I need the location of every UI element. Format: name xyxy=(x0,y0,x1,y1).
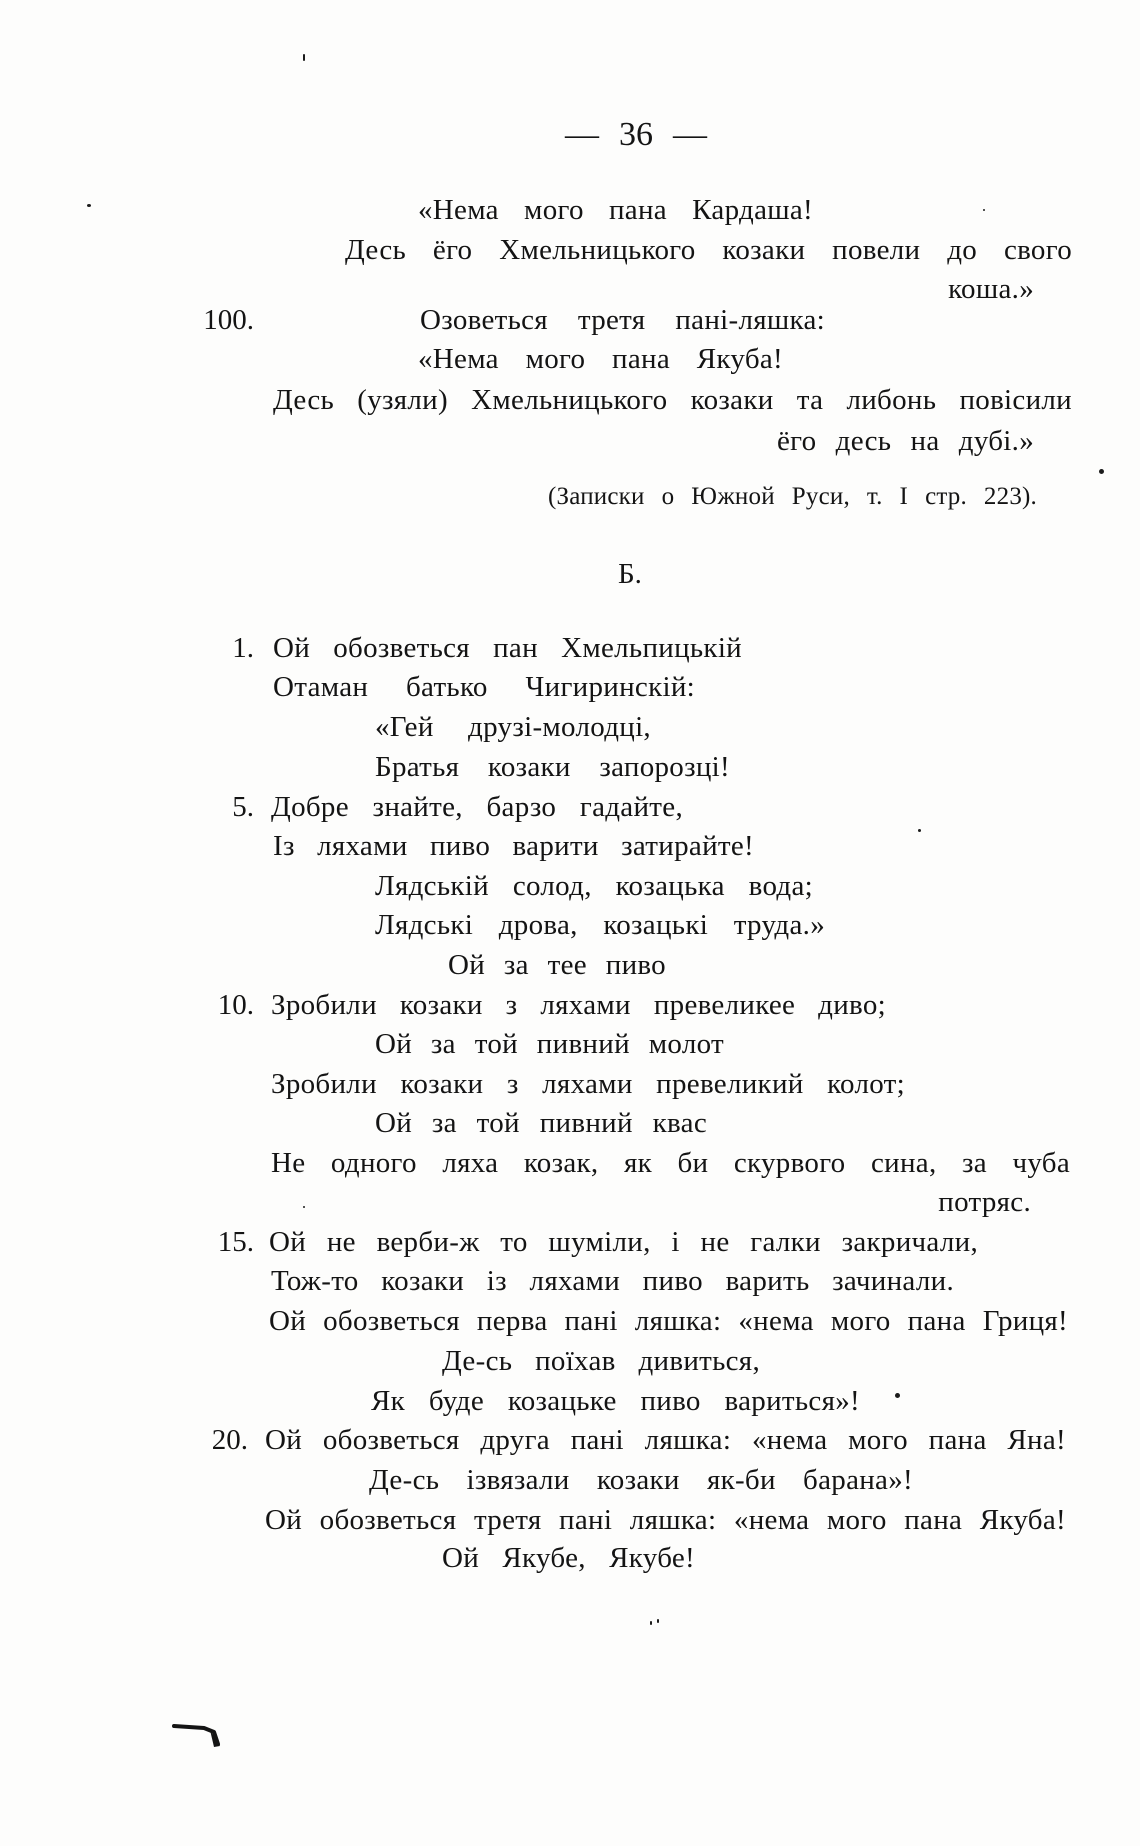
verse-line: Не одного ляха козак, як би скурвого сина, за чуба xyxy=(271,1147,1070,1179)
verse-line: Десь ёго Хмельницького козаки повели до свого xyxy=(345,234,1072,266)
verse-line: «Нема мого пана Кардаша! xyxy=(418,194,813,226)
line-number: 1. xyxy=(232,632,254,664)
verse-line: Ой обозветься друга пані ляшка: «нема мого пана Яна! xyxy=(265,1424,1066,1456)
verse-line: Озоветься третя пані-ляшка: xyxy=(420,304,825,336)
verse-line: Лядські дрова, козацькі труда.» xyxy=(375,909,825,941)
verse-line: Де-сь ізвязали козаки як-би барана»! xyxy=(369,1464,913,1496)
verse-line: Ой обозветься пан Хмельпицькій xyxy=(273,632,742,664)
verse-line: Ой за той пивний молот xyxy=(375,1028,724,1060)
verse-line: Братья козаки запорозці! xyxy=(375,751,730,783)
verse-line: Ой Якубе, Якубе! xyxy=(442,1542,695,1574)
verse-line-continuation: коша.» xyxy=(948,273,1034,305)
verse-line: Зробили козаки з ляхами превеликий колот; xyxy=(271,1068,905,1100)
scan-mark xyxy=(170,1716,226,1750)
verse-line: «Нема мого пана Якуба! xyxy=(418,343,783,375)
verse-line: Ой не верби-ж то шуміли, і не галки закричали, xyxy=(269,1226,978,1258)
line-number: 100. xyxy=(203,304,254,336)
scan-speck xyxy=(657,1619,659,1623)
page-number: — 36 — xyxy=(565,116,707,153)
verse-line: Де-сь поїхав дивиться, xyxy=(442,1345,760,1377)
verse-line: Зробили козаки з ляхами превеликее диво; xyxy=(271,989,886,1021)
scan-speck xyxy=(650,1621,652,1625)
verse-line: Ой обозветься перва пані ляшка: «нема мого пана Гриця! xyxy=(269,1305,1068,1337)
source-citation: (Записки о Южной Руси, т. I стр. 223). xyxy=(548,483,1037,510)
scan-speck xyxy=(895,1393,900,1398)
verse-line: Отаман батько Чигиринскій: xyxy=(273,671,695,703)
line-number: 5. xyxy=(232,791,254,823)
verse-line-continuation: потряс. xyxy=(938,1186,1031,1218)
verse-line: Добре знайте, барзо гадайте, xyxy=(271,791,683,823)
line-number: 15. xyxy=(217,1226,254,1258)
scan-speck xyxy=(1099,469,1104,474)
verse-line: Десь (узяли) Хмельницького козаки та либонь повісили xyxy=(273,384,1072,416)
line-number: 20. xyxy=(211,1424,248,1456)
scan-speck xyxy=(983,209,985,211)
line-number: 10. xyxy=(217,989,254,1021)
verse-line-continuation: ёго десь на дубі.» xyxy=(777,425,1034,457)
verse-line: Ой за той пивний квас xyxy=(375,1107,707,1139)
scan-speck xyxy=(303,1206,305,1208)
verse-line: Як буде козацьке пиво вариться»! xyxy=(371,1385,860,1417)
verse-line: «Гей друзі-молодці, xyxy=(375,711,651,743)
verse-line: Із ляхами пиво варити затирайте! xyxy=(273,830,754,862)
section-heading: Б. xyxy=(618,558,642,590)
scan-speck xyxy=(303,54,305,61)
verse-line: Ой обозветься третя пані ляшка: «нема мого пана Якуба! xyxy=(265,1504,1066,1536)
verse-line: Лядській солод, козацька вода; xyxy=(375,870,813,902)
scan-speck xyxy=(918,829,921,832)
verse-line: Ой за тее пиво xyxy=(448,949,666,981)
verse-line: Тож-то козаки із ляхами пиво варить зачинали. xyxy=(271,1265,954,1297)
scan-speck xyxy=(87,204,91,207)
